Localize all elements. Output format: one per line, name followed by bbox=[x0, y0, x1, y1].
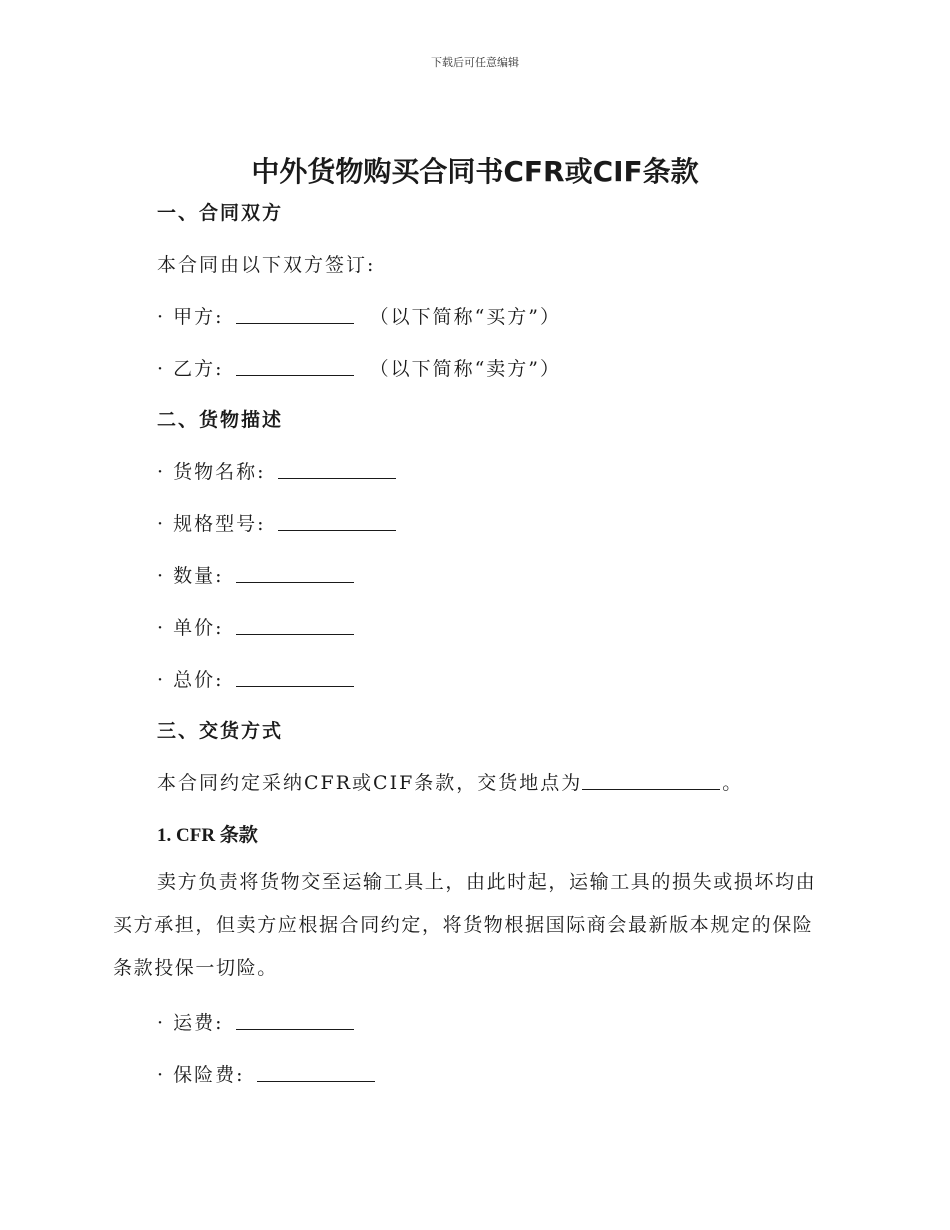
unit-price-line bbox=[157, 613, 362, 640]
delivery-text: 本合同约定采纳CFR或CIF条款，交货地点为 bbox=[157, 772, 583, 794]
party-a-suffix: （以下简称“买方”） bbox=[369, 306, 562, 328]
freight-blank[interactable] bbox=[236, 1011, 354, 1030]
goods-name-blank[interactable] bbox=[278, 460, 396, 479]
party-a-label: · 甲方: bbox=[157, 306, 224, 328]
quantity-blank[interactable] bbox=[236, 564, 354, 583]
party-b-label: · 乙方: bbox=[157, 358, 224, 380]
document-title: 中外货物购买合同书CFR或CIF条款 bbox=[251, 155, 699, 188]
party-b-blank[interactable] bbox=[236, 357, 354, 376]
total-price-label: · 总价: bbox=[157, 669, 224, 691]
total-price-line bbox=[157, 665, 362, 692]
party-b-suffix: （以下简称“卖方”） bbox=[369, 358, 562, 380]
cfr-paragraph-text: 卖方负责将货物交至运输工具上，由此时起，运输工具的损失或损坏均由买方承担，但卖方应根据合同约定，将货物根据国际商会最新版本规定的保险条款投保一切险。 bbox=[113, 871, 817, 979]
goods-spec-line bbox=[157, 509, 404, 536]
quantity-label: · 数量: bbox=[157, 565, 224, 587]
cfr-paragraph bbox=[113, 861, 833, 990]
section-heading-delivery: 三、交货方式 bbox=[157, 720, 284, 742]
unit-price-blank[interactable] bbox=[236, 616, 354, 635]
insurance-label: · 保险费: bbox=[157, 1064, 245, 1086]
goods-spec-label: · 规格型号: bbox=[157, 513, 266, 535]
delivery-text-line bbox=[157, 768, 743, 795]
freight-label: · 运费: bbox=[157, 1012, 224, 1034]
unit-price-label: · 单价: bbox=[157, 617, 224, 639]
total-price-blank[interactable] bbox=[236, 668, 354, 687]
delivery-text-end: 。 bbox=[722, 772, 744, 794]
goods-spec-blank[interactable] bbox=[278, 512, 396, 531]
insurance-blank[interactable] bbox=[257, 1063, 375, 1082]
goods-name-line bbox=[157, 457, 404, 484]
goods-name-label: · 货物名称: bbox=[157, 461, 266, 483]
party-a-line bbox=[157, 302, 561, 329]
section-heading-parties: 一、合同双方 bbox=[157, 202, 284, 224]
cfr-subheading: 1. CFR 条款 bbox=[157, 825, 258, 846]
quantity-line bbox=[157, 561, 362, 588]
freight-line bbox=[157, 1008, 362, 1035]
section-heading-goods: 二、货物描述 bbox=[157, 409, 284, 431]
page-header-note: 下载后可任意编辑 bbox=[431, 56, 519, 69]
parties-intro: 本合同由以下双方签订: bbox=[157, 254, 376, 276]
delivery-place-blank[interactable] bbox=[582, 771, 720, 790]
insurance-line bbox=[157, 1060, 383, 1087]
party-a-blank[interactable] bbox=[236, 305, 354, 324]
party-b-line bbox=[157, 354, 561, 381]
